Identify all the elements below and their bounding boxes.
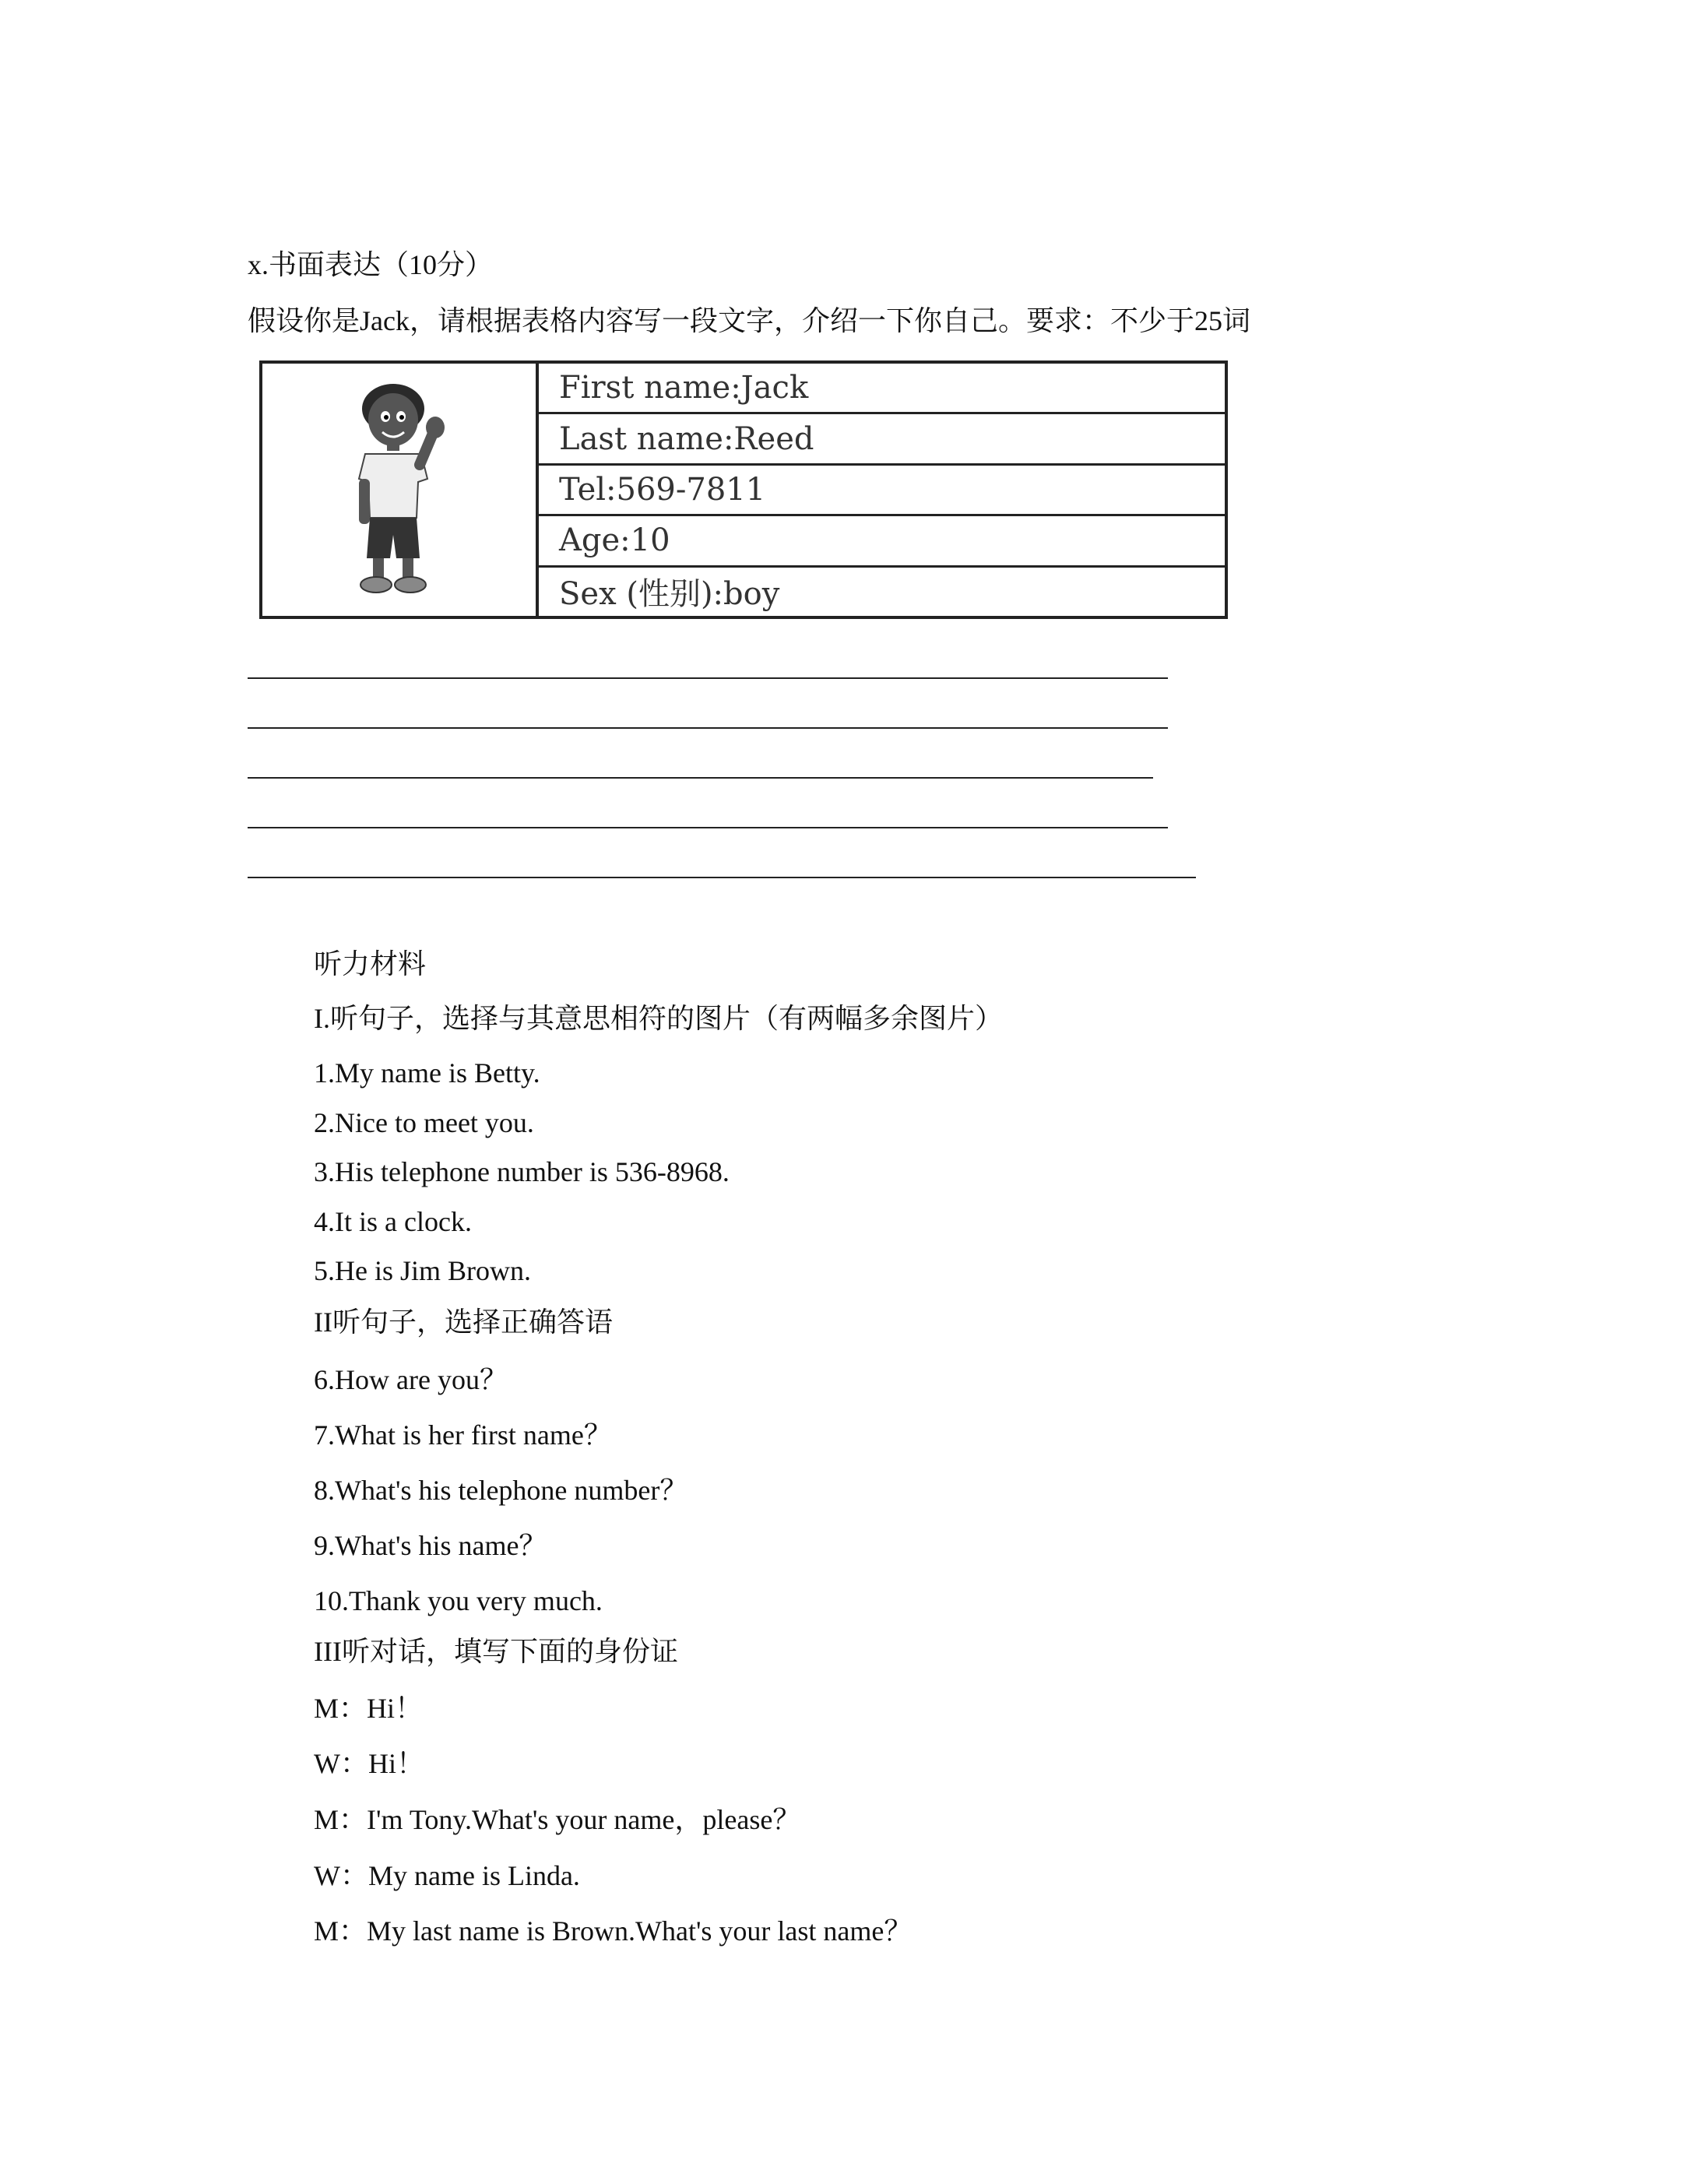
writing-heading: x.书面表达（10分） [248, 249, 494, 280]
list-item: 6.How are you？ [314, 1364, 508, 1395]
listening-title: 听力材料 [314, 948, 427, 979]
list-item: 8.What's his telephone number？ [314, 1475, 688, 1506]
dialogue-line: M：I'm Tony.What's your name，please？ [314, 1804, 801, 1835]
row-age: Age:10 [539, 516, 1225, 567]
list-item: 4.It is a clock. [314, 1206, 472, 1237]
answer-line[interactable] [248, 777, 1153, 779]
cartoon-boy-icon [348, 379, 449, 605]
list-item: 5.He is Jim Brown. [314, 1255, 531, 1286]
row-first-name: First name:Jack [539, 364, 1225, 414]
section2-heading: II听句子，选择正确答语 [314, 1307, 613, 1338]
answer-line[interactable] [248, 677, 1168, 679]
list-item: 1.My name is Betty. [314, 1057, 540, 1088]
row-last-name: Last name:Reed [539, 414, 1225, 465]
photo-cell [262, 364, 539, 616]
list-item: 10.Thank you very much. [314, 1585, 603, 1616]
answer-line[interactable] [248, 727, 1168, 729]
dialogue-line: W：Hi！ [314, 1748, 424, 1779]
answer-line[interactable] [248, 877, 1196, 878]
answer-line[interactable] [248, 827, 1168, 828]
writing-instruction: 假设你是Jack，请根据表格内容写一段文字，介绍一下你自己。要求：不少于25词 [248, 305, 1250, 336]
list-item: 3.His telephone number is 536-8968. [314, 1156, 730, 1187]
info-rows [539, 364, 1225, 616]
dialogue-line: M：My last name is Brown.What's your last name？ [314, 1915, 913, 1947]
row-sex: Sex (性别):boy [559, 576, 780, 613]
dialogue-line: W：My name is Linda. [314, 1860, 580, 1891]
section3-heading: III听对话，填写下面的身份证 [314, 1636, 678, 1667]
dialogue-line: M：Hi！ [314, 1693, 424, 1724]
list-item: 9.What's his name？ [314, 1530, 547, 1561]
section1-heading: I.听句子，选择与其意思相符的图片（有两幅多余图片） [314, 1003, 1003, 1034]
info-table [259, 360, 1228, 619]
list-item: 2.Nice to meet you. [314, 1107, 534, 1138]
list-item: 7.What is her first name？ [314, 1419, 612, 1451]
row-tel: Tel:569-7811 [539, 466, 1225, 516]
